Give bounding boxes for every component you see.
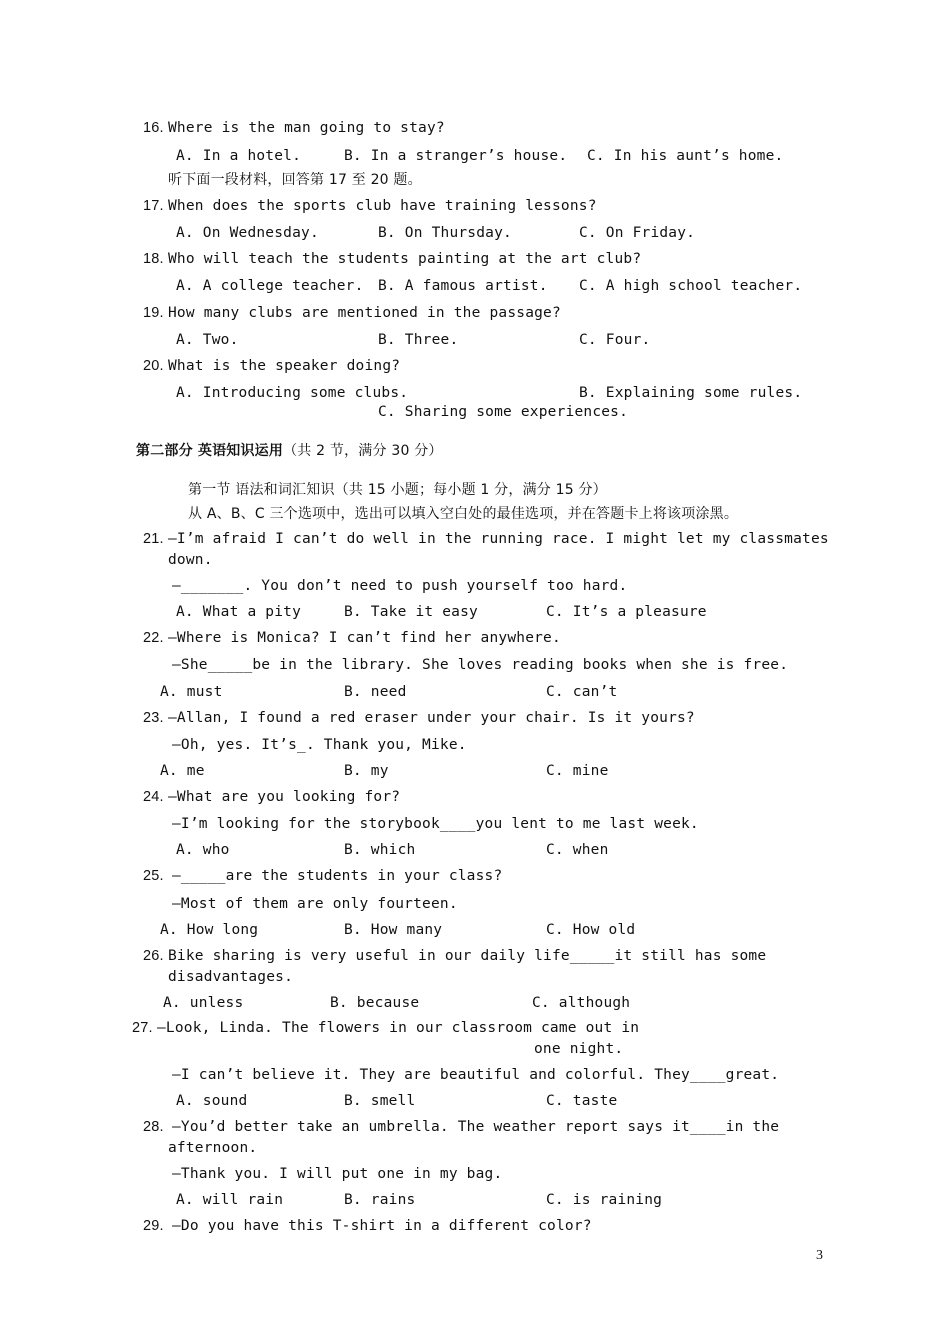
q17-option-a: A. On Wednesday. <box>176 225 319 241</box>
q18-number: 18. <box>143 251 164 267</box>
q21-option-b: B. Take it easy <box>344 604 478 620</box>
q16-number: 16. <box>143 120 164 136</box>
q16-option-c: C. In his aunt’s home. <box>587 148 784 164</box>
q23-option-a: A. me <box>160 763 205 779</box>
q22-line1: –Where is Monica? I can’t find her anywhere. <box>168 630 561 646</box>
q21-number: 21. <box>143 531 164 547</box>
q28-line3: –Thank you. I will put one in my bag. <box>172 1166 503 1182</box>
q20-number: 20. <box>143 358 164 374</box>
q22-number: 22. <box>143 630 164 646</box>
q21-line2: down. <box>168 552 213 568</box>
q16-question: Where is the man going to stay? <box>168 120 445 136</box>
q26-option-c: C. although <box>532 995 631 1011</box>
q26-option-b: B. because <box>330 995 420 1011</box>
q16-option-a: A. In a hotel. <box>176 148 302 164</box>
q19-option-c: C. Four. <box>579 332 651 348</box>
part2-detail: （共 2 节，满分 30 分） <box>283 443 443 459</box>
q18-option-b: B. A famous artist. <box>378 278 548 294</box>
q27-line3: –I can’t believe it. They are beautiful and colorful. They____great. <box>172 1067 780 1083</box>
q24-option-b: B. which <box>344 842 416 858</box>
q26-option-a: A. unless <box>163 995 244 1011</box>
page-number: 3 <box>816 1248 823 1263</box>
q25-option-b: B. How many <box>344 922 443 938</box>
q16-option-b: B. In a stranger’s house. <box>344 148 568 164</box>
q23-option-b: B. my <box>344 763 389 779</box>
q28-option-a: A. will rain <box>176 1192 284 1208</box>
q28-option-b: B. rains <box>344 1192 416 1208</box>
q20-option-b: B. Explaining some rules. <box>579 385 803 401</box>
q21-option-a: A. What a pity <box>176 604 302 620</box>
q21-line3: –_______. You don’t need to push yourself too hard. <box>172 578 628 594</box>
q29-number: 29. <box>143 1218 164 1234</box>
q17-option-b: B. On Thursday. <box>378 225 512 241</box>
q22-option-c: C. can’t <box>546 684 618 700</box>
q18-option-a: A. A college teacher. <box>176 278 364 294</box>
part2-heading <box>136 442 443 460</box>
q20-question: What is the speaker doing? <box>168 358 401 374</box>
q27-option-b: B. smell <box>344 1093 416 1109</box>
section1-title: 第一节 语法和词汇知识（共 15 小题；每小题 1 分，满分 15 分） <box>188 482 607 498</box>
q18-option-c: C. A high school teacher. <box>579 278 803 294</box>
q27-line1: –Look, Linda. The flowers in our classroom came out in <box>157 1020 640 1036</box>
q27-option-c: C. taste <box>546 1093 618 1109</box>
q20-option-c: C. Sharing some experiences. <box>378 404 629 420</box>
q17-number: 17. <box>143 198 164 214</box>
section1-instruction: 从 A、B、C 三个选项中，选出可以填入空白处的最佳选项，并在答题卡上将该项涂黑。 <box>188 506 739 522</box>
part2-title: 第二部分 英语知识运用 <box>136 443 284 459</box>
q29-line1: –Do you have this T-shirt in a different color? <box>172 1218 592 1234</box>
q22-line2: –She_____be in the library. She loves reading books when she is free. <box>172 657 789 673</box>
q20-option-a: A. Introducing some clubs. <box>176 385 409 401</box>
q24-line2: –I’m looking for the storybook____you lent to me last week. <box>172 816 699 832</box>
q27-line2: one night. <box>534 1041 624 1057</box>
q28-option-c: C. is raining <box>546 1192 663 1208</box>
q28-number: 28. <box>143 1119 164 1135</box>
q17-option-c: C. On Friday. <box>579 225 696 241</box>
q25-line1: –_____are the students in your class? <box>172 868 503 884</box>
q19-number: 19. <box>143 305 164 321</box>
q22-option-a: A. must <box>160 684 223 700</box>
q19-option-a: A. Two. <box>176 332 239 348</box>
q24-line1: –What are you looking for? <box>168 789 401 805</box>
q24-option-c: C. when <box>546 842 609 858</box>
q21-option-c: C. It’s a pleasure <box>546 604 707 620</box>
q28-line2: afternoon. <box>168 1140 258 1156</box>
q25-line2: –Most of them are only fourteen. <box>172 896 458 912</box>
q21-line1: –I’m afraid I can’t do well in the running race. I might let my classmates <box>168 531 829 547</box>
q23-line2: –Oh, yes. It’s_. Thank you, Mike. <box>172 737 467 753</box>
q25-option-c: C. How old <box>546 922 636 938</box>
q26-number: 26. <box>143 948 164 964</box>
q23-option-c: C. mine <box>546 763 609 779</box>
q25-option-a: A. How long <box>160 922 259 938</box>
q26-line2: disadvantages. <box>168 969 294 985</box>
q24-option-a: A. who <box>176 842 230 858</box>
q26-line1: Bike sharing is very useful in our daily life_____it still has some <box>168 948 767 964</box>
q23-line1: –Allan, I found a red eraser under your chair. Is it yours? <box>168 710 695 726</box>
q18-question: Who will teach the students painting at the art club? <box>168 251 642 267</box>
q25-number: 25. <box>143 868 164 884</box>
q23-number: 23. <box>143 710 164 726</box>
q24-number: 24. <box>143 789 164 805</box>
q19-option-b: B. Three. <box>378 332 459 348</box>
q17-question: When does the sports club have training lessons? <box>168 198 597 214</box>
q27-option-a: A. sound <box>176 1093 248 1109</box>
q19-question: How many clubs are mentioned in the passage? <box>168 305 561 321</box>
q28-line1: –You’d better take an umbrella. The weather report says it____in the <box>172 1119 780 1135</box>
section-17-20-instruction: 听下面一段材料，回答第 17 至 20 题。 <box>168 172 422 188</box>
q27-number: 27. <box>132 1020 153 1036</box>
q22-option-b: B. need <box>344 684 407 700</box>
